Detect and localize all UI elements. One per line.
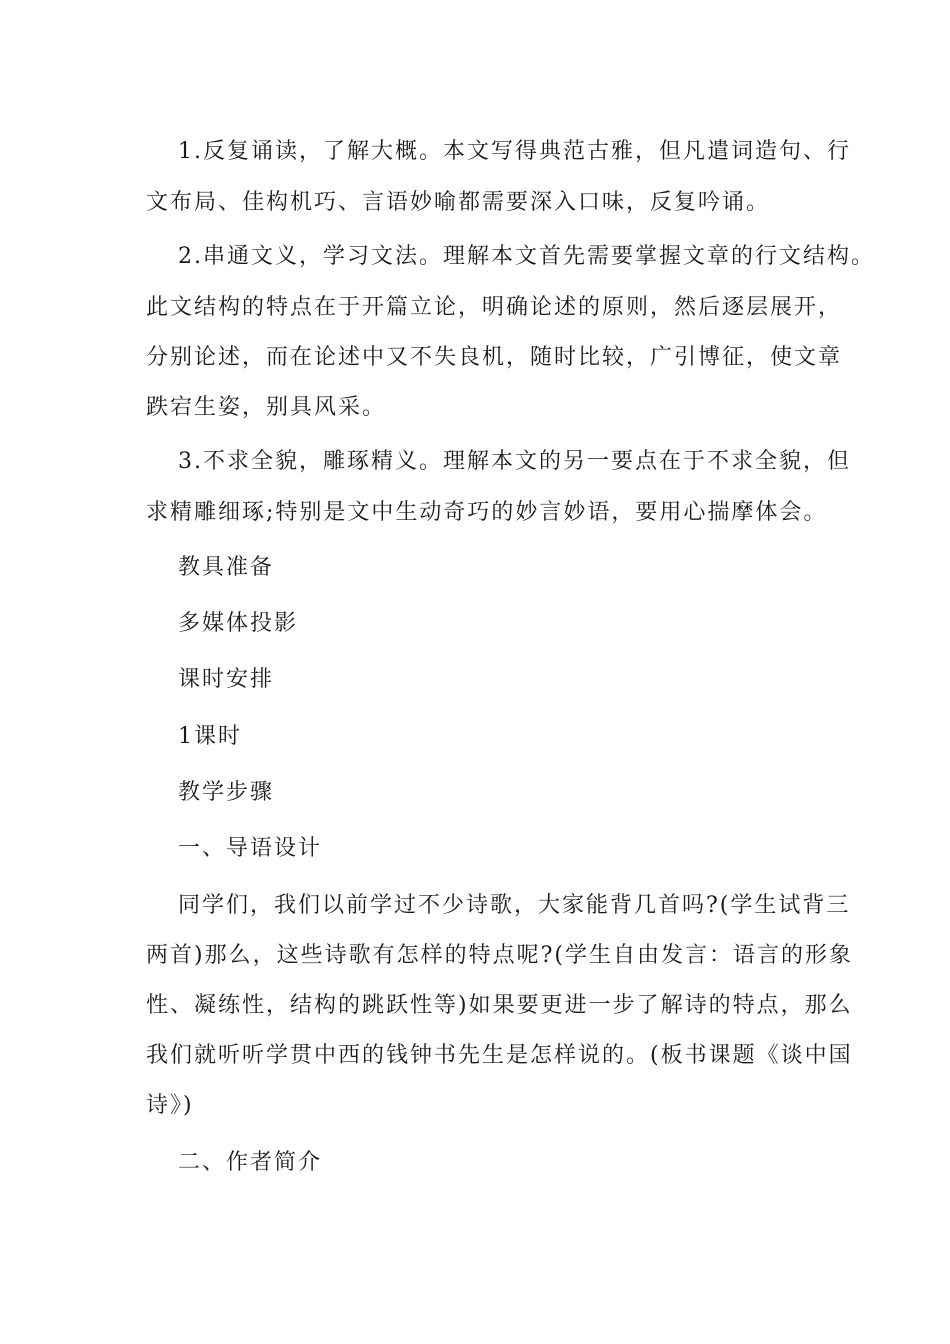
heading-introduction-design: 一、导语设计: [178, 836, 323, 861]
paragraph-3-line-1: 3.不求全貌，雕琢精义。理解本文的另一要点在于不求全貌，但: [178, 449, 851, 474]
text-multimedia-projection: 多媒体投影: [178, 611, 299, 636]
paragraph-2-line-3: 分别论述，而在论述中又不失良机，随时比较，广引博征，使文章: [146, 345, 843, 370]
text-one-class-period: 1课时: [178, 724, 242, 749]
paragraph-1-line-1: 1.反复诵读，了解大概。本文写得典范古雅，但凡遣词造句、行: [178, 139, 851, 164]
intro-line-1: 同学们，我们以前学过不少诗歌，大家能背几首吗?(学生试背三: [178, 893, 851, 918]
paragraph-2-line-4: 跌宕生姿，别具风采。: [146, 395, 387, 420]
paragraph-3-line-2: 求精雕细琢;特别是文中生动奇巧的妙言妙语，要用心揣摩体会。: [146, 500, 828, 525]
paragraph-2-line-1: 2.串通文义，学习文法。理解本文首先需要掌握文章的行文结构。: [178, 244, 875, 269]
heading-author-introduction: 二、作者简介: [178, 1150, 323, 1175]
intro-line-3: 性、凝练性，结构的跳跃性等)如果要更进一步了解诗的特点，那么: [146, 993, 853, 1018]
paragraph-2-line-2: 此文结构的特点在于开篇立论，明确论述的原则，然后逐层展开，: [146, 295, 843, 320]
heading-teaching-steps: 教学步骤: [178, 780, 275, 805]
intro-line-2: 两首)那么，这些诗歌有怎样的特点呢?(学生自由发言：语言的形象: [146, 943, 853, 968]
heading-class-schedule: 课时安排: [178, 667, 275, 692]
intro-line-4: 我们就听听学贯中西的钱钟书先生是怎样说的。(板书课题《谈中国: [146, 1043, 853, 1068]
paragraph-1-line-2: 文布局、佳构机巧、言语妙喻都需要深入口味，反复吟诵。: [146, 190, 771, 215]
intro-line-5: 诗》): [146, 1093, 194, 1118]
heading-teaching-aids: 教具准备: [178, 555, 275, 580]
